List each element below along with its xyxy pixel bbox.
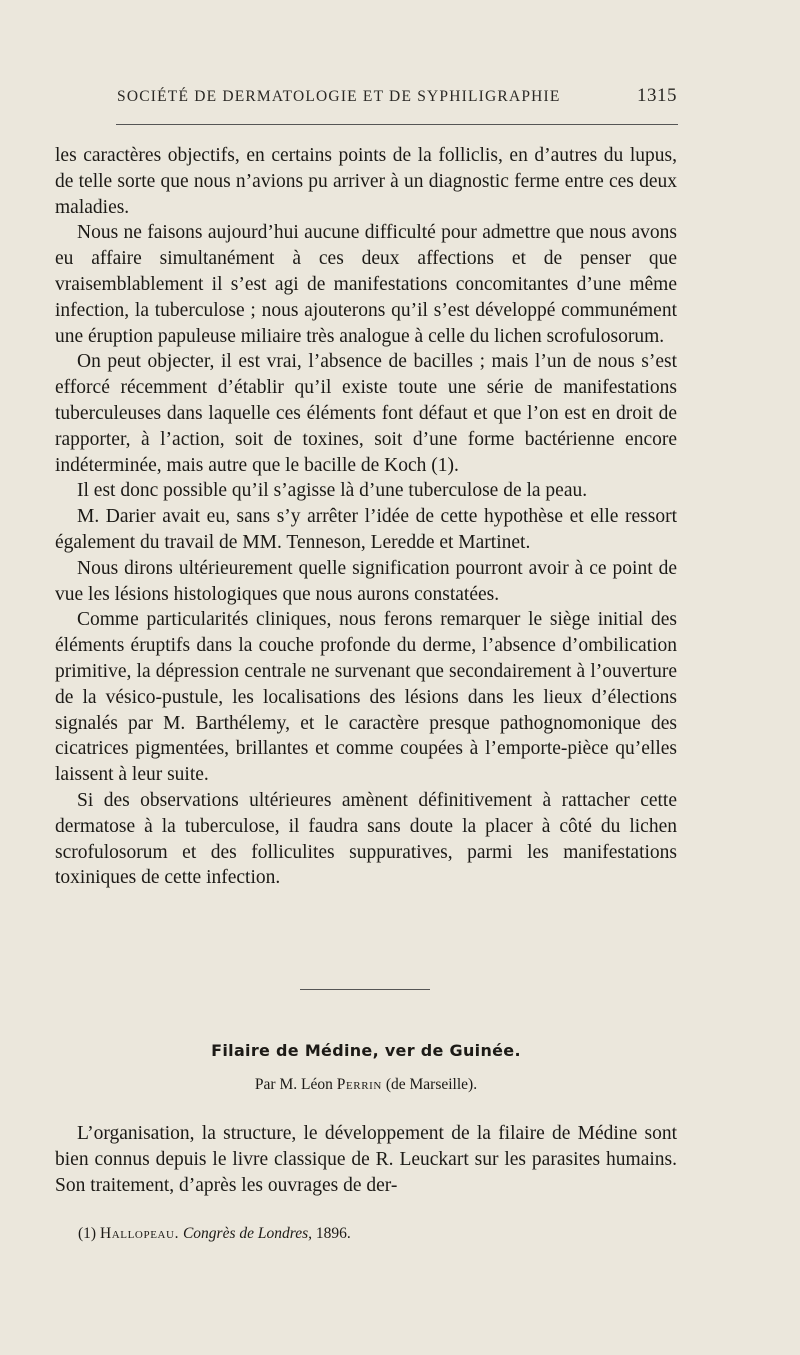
footnote-author: Hallopeau.: [99, 1225, 180, 1242]
page-number: 1315: [637, 85, 677, 106]
body-text: [55, 143, 677, 891]
byline-prefix: Par M. Léon: [254, 1076, 337, 1093]
paragraph: L’organisation, la structure, le développement de la filaire de Médine sont bien connus depuis le livre classique de R. Leuckart sur les parasites humains. Son traitement, d’après les ouvrages de der-: [55, 1123, 677, 1196]
article-byline: [55, 1076, 677, 1094]
footnote-marker: (1): [78, 1225, 100, 1242]
paragraph: M. Darier avait eu, sans s’y arrêter l’idée de cette hypothèse et elle ressort également du travail de MM. Tenneson, Leredde et Martinet.: [55, 506, 677, 553]
paragraph: Nous ne faisons aujourd’hui aucune difficulté pour admettre que nous avons eu affaire simultanément à ces deux affections et de penser que vraisemblablement il s’est agi de manifestations concomitantes d’une même infection, la tuberculose ; nous ajouterons qu’il s’est développé communément une éruption papuleuse miliaire très analogue à celle du lichen scrofulosorum.: [55, 222, 677, 347]
paragraph: les caractères objectifs, en certains points de la folliclis, en d’autres du lupus, de telle sorte que nous n’avions pu arriver à un diagnostic ferme entre ces deux maladies.: [55, 145, 677, 218]
footnote-year: 1896.: [311, 1225, 351, 1242]
footnote: [78, 1225, 678, 1243]
running-title: SOCIÉTÉ DE DERMATOLOGIE ET DE SYPHILIGRAPHIE: [117, 88, 561, 105]
section-divider: [300, 989, 430, 990]
paragraph: On peut objecter, il est vrai, l’absence de bacilles ; mais l’un de nous s’est efforcé récemment d’établir qu’il existe toute une série de manifestations tuberculeuses dans laquelle ces éléments font défaut et que l’on est en droit de rapporter, à l’action, soit de toxines, soit d’une forme bactérienne encore indéterminée, mais autre que le bacille de Koch (1).: [55, 351, 677, 476]
article-body: [55, 1121, 677, 1198]
header-rule: [116, 124, 678, 125]
byline-suffix: (de Marseille).: [381, 1076, 478, 1093]
paragraph: Il est donc possible qu’il s’agisse là d’une tuberculose de la peau.: [77, 480, 588, 502]
running-head: [117, 85, 677, 106]
footnote-work: Congrès de Londres,: [182, 1225, 312, 1242]
byline-author: Perrin: [336, 1076, 382, 1093]
paragraph: Nous dirons ultérieurement quelle signification pourront avoir à ce point de vue les lésions histologiques que nous aurons constatées.: [55, 557, 677, 605]
article-title: Filaire de Médine, ver de Guinée.: [211, 1041, 521, 1060]
paragraph: Comme particularités cliniques, nous ferons remarquer le siège initial des éléments éruptifs dans la couche profonde du derme, l’absence d’ombilication primitive, la dépression centrale ne survenant que secondairement à l’ouverture de la vésico-pustule, les localisations des lésions dans les lieux d’élections signalés par M. Barthélemy, et le caractère presque pathognomonique des cicatrices pigmentées, brillantes et comme coupées à l’emporte-pièce qu’elles laissent à leur suite.: [55, 609, 677, 786]
paragraph: Si des observations ultérieures amènent définitivement à rattacher cette dermatose à la tuberculose, il faudra sans doute la placer à côté du lichen scrofulosorum et des folliculites suppuratives, parmi les manifestations toxiniques de cette infection.: [55, 789, 677, 889]
